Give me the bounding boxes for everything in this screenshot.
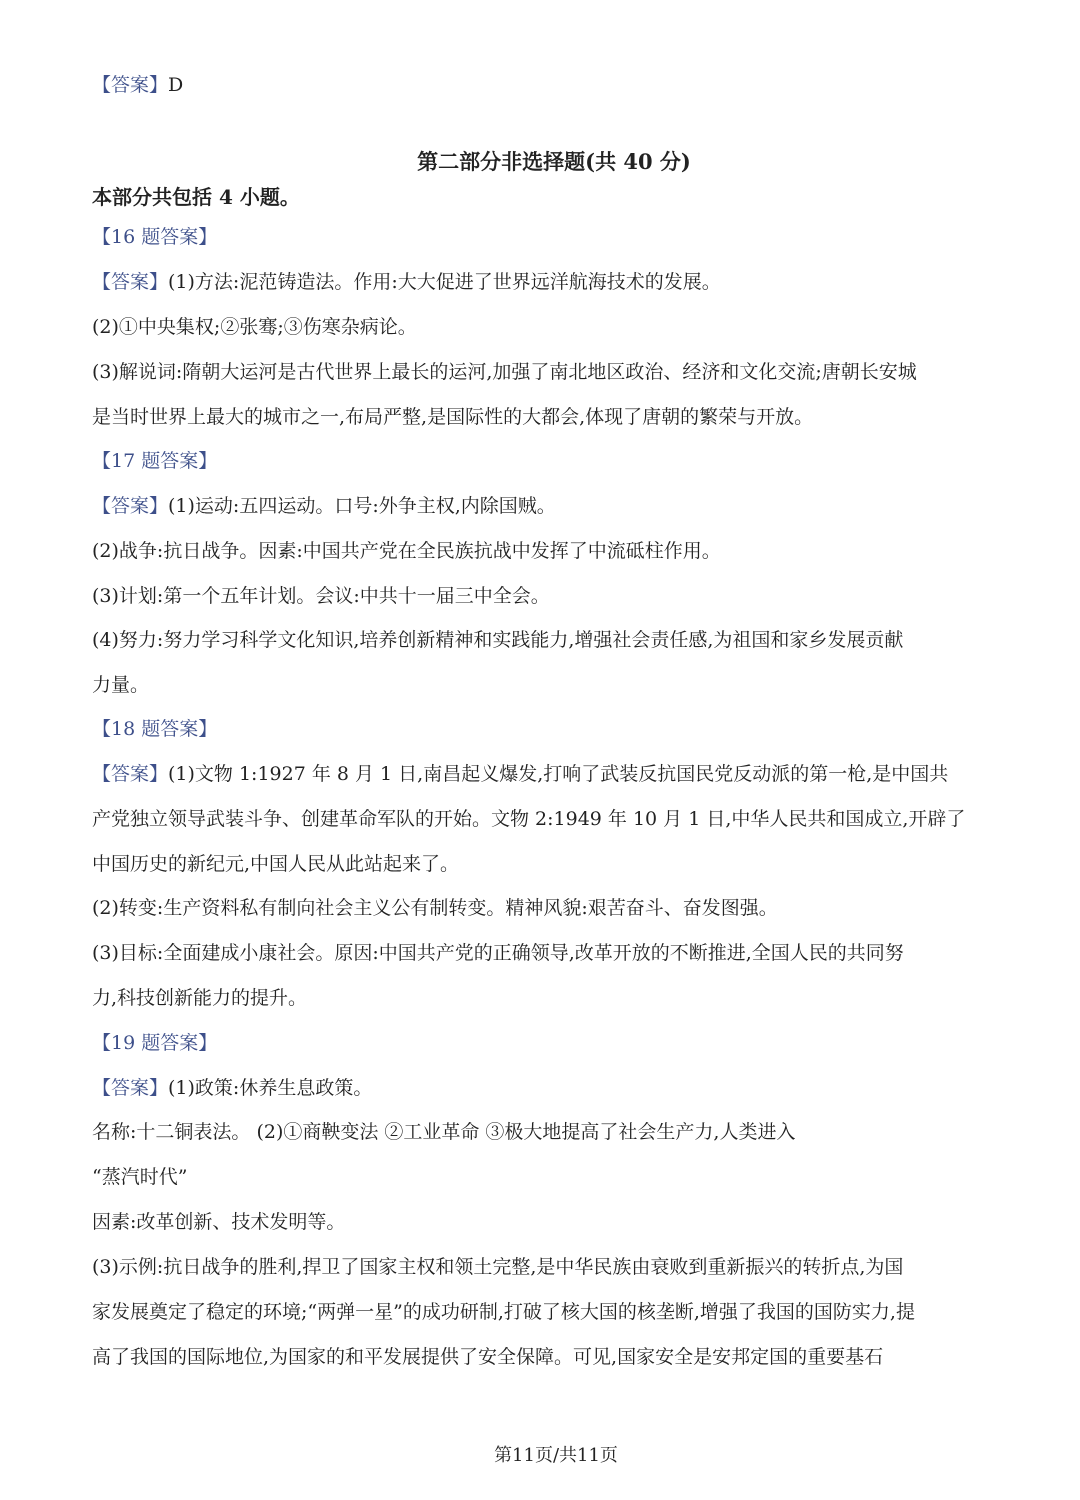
q19-line-1-text: (1)政策:休养生息政策。 (168, 1077, 373, 1099)
answer-tag: 【答案】 (92, 1077, 169, 1099)
q17-header: 【17 题答案】 (92, 450, 218, 472)
q17-answer-line-4: (4)努力:努力学习科学文化知识,培养创新精神和实践能力,增强社会责任感,为祖国和家乡发展贡献 (92, 629, 904, 651)
section-title: 第二部分非选择题(共 40 分) (417, 149, 691, 174)
q19-answer-line-2: 名称:十二铜表法。 (2)①商鞅变法 ②工业革命 ③极大地提高了社会生产力,人类进入 (92, 1121, 796, 1143)
q19-answer-line-1 (92, 1073, 372, 1103)
q18-answer-line-1 (92, 759, 948, 789)
q19-answer-line-5: (3)示例:抗日战争的胜利,捍卫了国家主权和领土完整,是中华民族由衰败到重新振兴的转折点,为国 (92, 1256, 904, 1278)
q18-answer-line-4: (2)转变:生产资料私有制向社会主义公有制转变。精神风貌:艰苦奋斗、奋发图强。 (92, 897, 778, 919)
answer-tag: 【答案】 (92, 495, 169, 517)
q18-header: 【18 题答案】 (92, 718, 218, 740)
q18-answer-line-5: (3)目标:全面建成小康社会。原因:中国共产党的正确领导,改革开放的不断推进,全国人民的共同努 (92, 942, 904, 964)
q18-answer-line-2: 产党独立领导武装斗争、创建革命军队的开始。文物 2:1949 年 10 月 1 日,中华人民共和国成立,开辟了 (92, 808, 966, 830)
prev-answer-value: D (168, 74, 184, 96)
q18-answer-line-6: 力,科技创新能力的提升。 (92, 987, 308, 1009)
q16-answer-line-4: 是当时世界上最大的城市之一,布局严整,是国际性的大都会,体现了唐朝的繁荣与开放。 (92, 406, 814, 428)
q19-answer-line-3: “蒸汽时代” (92, 1166, 188, 1188)
q18-line-1-text: (1)文物 1:1927 年 8 月 1 日,南昌起义爆发,打响了武装反抗国民党反动派的第一枪,是中国共 (168, 763, 949, 785)
q19-answer-line-6: 家发展奠定了稳定的环境;“两弹一星”的成功研制,打破了核大国的核垄断,增强了我国的国防实力,提 (92, 1301, 915, 1323)
q17-answer-line-2: (2)战争:抗日战争。因素:中国共产党在全民族抗战中发挥了中流砥柱作用。 (92, 540, 721, 562)
q16-answer-line-3: (3)解说词:隋朝大运河是古代世界上最长的运河,加强了南北地区政治、经济和文化交流;唐朝长安城 (92, 361, 917, 383)
q17-answer-line-3: (3)计划:第一个五年计划。会议:中共十一届三中全会。 (92, 585, 550, 607)
answer-tag: 【答案】 (92, 763, 169, 785)
answer-tag: 【答案】 (92, 74, 169, 96)
q19-answer-line-4: 因素:改革创新、技术发明等。 (92, 1211, 346, 1233)
prev-answer-line (92, 70, 183, 100)
q17-answer-line-1 (92, 491, 556, 521)
q16-header: 【16 题答案】 (92, 226, 218, 248)
q17-answer-line-5: 力量。 (92, 674, 150, 696)
q16-answer-line-2: (2)①中央集权;②张骞;③伤寒杂病论。 (92, 316, 417, 338)
q19-header: 【19 题答案】 (92, 1032, 218, 1054)
page-footer: 第11页/共11页 (494, 1445, 618, 1466)
q18-answer-line-3: 中国历史的新纪元,中国人民从此站起来了。 (92, 853, 460, 875)
q17-line-1-text: (1)运动:五四运动。口号:外争主权,内除国贼。 (168, 495, 556, 517)
section-intro: 本部分共包括 4 小题。 (92, 185, 300, 209)
answer-tag: 【答案】 (92, 271, 169, 293)
q16-line-1-text: (1)方法:泥范铸造法。作用:大大促进了世界远洋航海技术的发展。 (168, 271, 721, 293)
q19-answer-line-7: 高了我国的国际地位,为国家的和平发展提供了安全保障。可见,国家安全是安邦定国的重要基石 (92, 1346, 884, 1368)
q16-answer-line-1 (92, 267, 721, 297)
